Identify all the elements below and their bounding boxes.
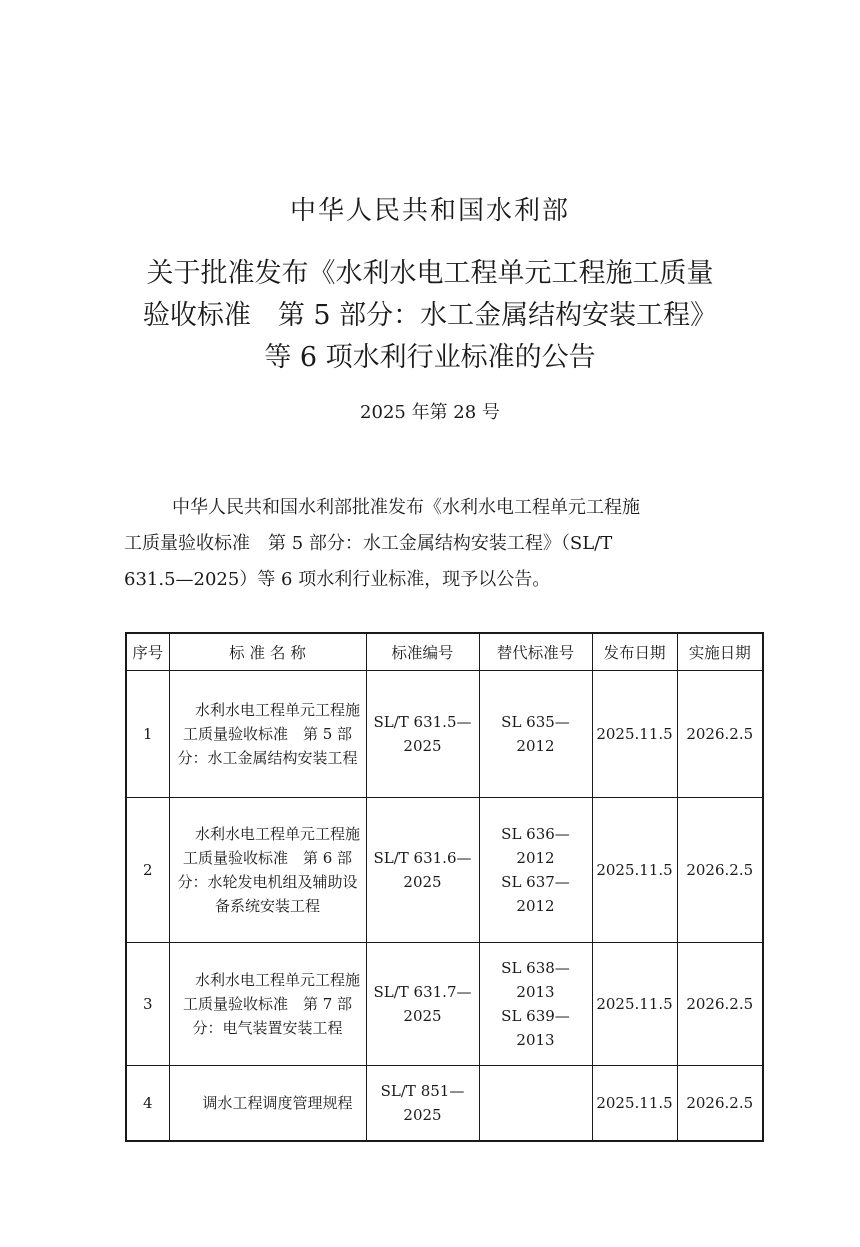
row-standard-code (366, 943, 479, 1066)
standard-name-text: 水利水电工程单元工程施工质量验收标准 第 7 部分：电气装置安装工程 (182, 971, 360, 1037)
issuer-name: 中华人民共和国水利部 (289, 196, 570, 226)
row-replaced-standard (479, 1066, 592, 1142)
row-standard-name (169, 798, 366, 943)
body-line: 631.5—2025）等 6 项水利行业标准，现予以公告。 (124, 569, 551, 590)
standards-table (125, 632, 764, 1142)
body-line: 工质量验收标准 第 5 部分：水工金属结构安装工程》（SL/T (124, 533, 613, 554)
table-row (126, 798, 763, 943)
standard-name-text: 调水工程调度管理规程 (202, 1094, 353, 1112)
code-line: SL/T 851— (380, 1082, 465, 1100)
row-publish-date: 2025.11.5 (592, 798, 677, 943)
row-standard-code (366, 798, 479, 943)
title-line: 等 6 项水利行业标准的公告 (264, 342, 596, 373)
code-line: 2025 (403, 737, 442, 755)
row-effective-date: 2026.2.5 (677, 1066, 763, 1142)
table-row (126, 943, 763, 1066)
replaced-code: SL 636—2012 (501, 825, 570, 867)
code-line: 2025 (403, 873, 442, 891)
table-row (126, 1066, 763, 1142)
code-line: SL/T 631.6— (373, 849, 472, 867)
announcement-title (60, 253, 800, 379)
announcement-body (124, 490, 764, 598)
row-replaced-standard (479, 671, 592, 798)
header-replaces: 替代标准号 (479, 633, 592, 671)
code-line: 2025 (403, 1106, 442, 1124)
row-index: 2 (126, 798, 169, 943)
row-standard-name (169, 1066, 366, 1142)
title-line: 关于批准发布《水利水电工程单元工程施工质量 (146, 258, 714, 289)
header-name: 标 准 名 称 (169, 633, 366, 671)
title-line: 验收标准 第 5 部分：水工金属结构安装工程》 (142, 300, 718, 331)
row-publish-date: 2025.11.5 (592, 943, 677, 1066)
row-effective-date: 2026.2.5 (677, 671, 763, 798)
header-index: 序号 (126, 633, 169, 671)
header-code: 标准编号 (366, 633, 479, 671)
row-replaced-standard (479, 798, 592, 943)
table-row (126, 671, 763, 798)
code-line: SL/T 631.7— (373, 983, 472, 1001)
replaced-code: SL 637—2012 (501, 873, 570, 915)
replaced-code: SL 635—2012 (501, 713, 570, 755)
row-standard-name (169, 671, 366, 798)
code-line: 2025 (403, 1007, 442, 1025)
row-index: 1 (126, 671, 169, 798)
row-standard-code (366, 671, 479, 798)
row-replaced-standard (479, 943, 592, 1066)
row-standard-name (169, 943, 366, 1066)
row-index: 4 (126, 1066, 169, 1142)
row-publish-date: 2025.11.5 (592, 671, 677, 798)
row-publish-date: 2025.11.5 (592, 1066, 677, 1142)
table-header-row (126, 633, 763, 671)
row-standard-code (366, 1066, 479, 1142)
standard-name-text: 水利水电工程单元工程施工质量验收标准 第 5 部分：水工金属结构安装工程 (177, 701, 360, 767)
standard-name-text: 水利水电工程单元工程施工质量验收标准 第 6 部分：水轮发电机组及辅助设备系统安装工程 (177, 825, 360, 915)
header-effective: 实施日期 (677, 633, 763, 671)
code-line: SL/T 631.5— (373, 713, 472, 731)
header-published: 发布日期 (592, 633, 677, 671)
row-index: 3 (126, 943, 169, 1066)
replaced-code: SL 638—2013 (501, 959, 570, 1001)
row-effective-date: 2026.2.5 (677, 798, 763, 943)
body-line: 中华人民共和国水利部批准发布《水利水电工程单元工程施 (172, 497, 640, 518)
replaced-code: SL 639—2013 (501, 1007, 570, 1049)
document-number: 2025 年第 28 号 (360, 402, 500, 423)
row-effective-date: 2026.2.5 (677, 943, 763, 1066)
